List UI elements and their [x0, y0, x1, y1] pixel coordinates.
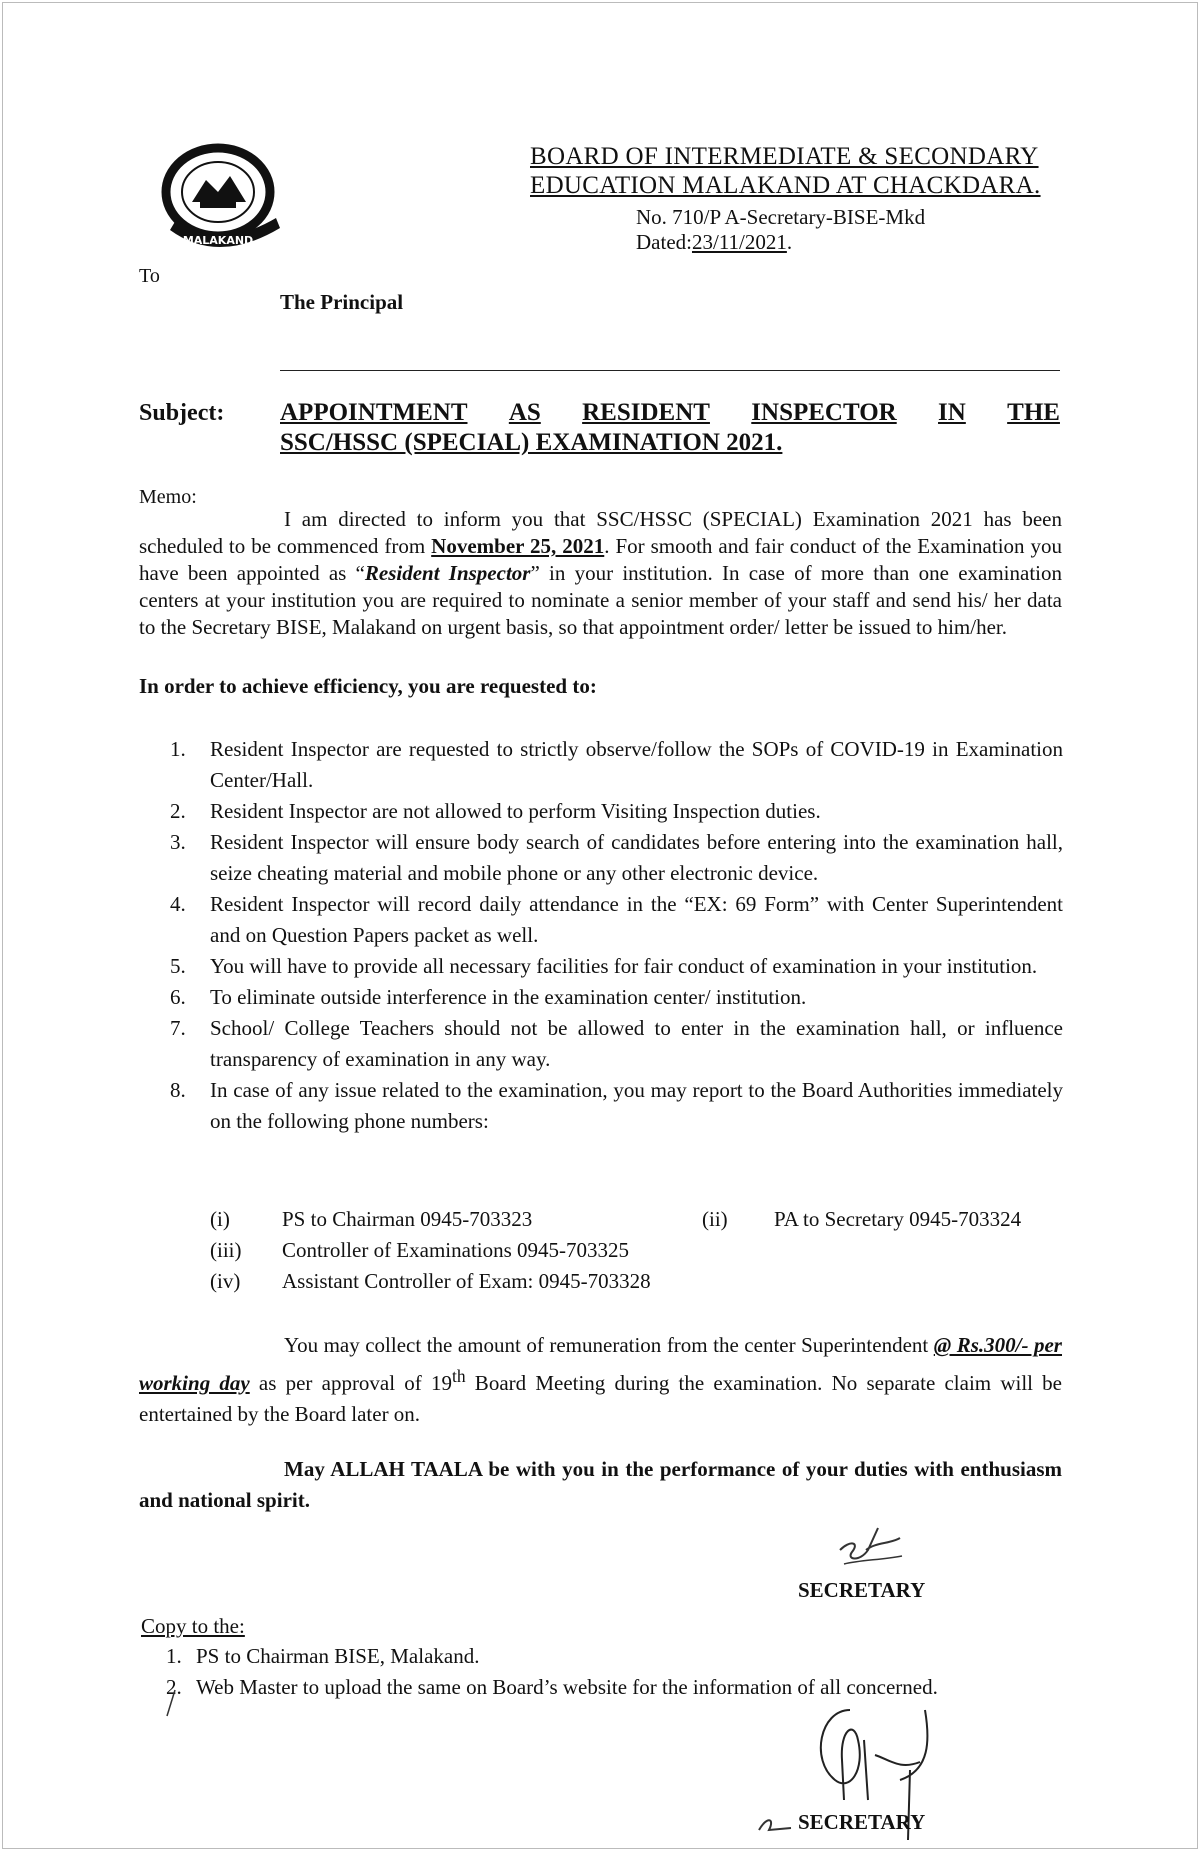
list-item — [170, 796, 1063, 827]
item-text: Resident Inspector are not allowed to perform Visiting Inspection duties. — [210, 799, 821, 823]
item-number: 1. — [166, 1644, 182, 1668]
signatory-title-2: SECRETARY — [798, 1810, 926, 1834]
item-number: 4. — [170, 892, 186, 916]
item-number: 2. — [170, 799, 186, 823]
board-name — [530, 142, 1041, 200]
dated-value: 23/11/2021 — [691, 230, 787, 254]
memo-label: Memo: — [139, 486, 197, 508]
date-line: Dated:23/11/2021. — [636, 230, 793, 254]
item-number: 8. — [170, 1078, 186, 1102]
remuneration-text-a: You may collect the amount of remuneration from the center Superintendent — [284, 1333, 934, 1357]
list-item — [170, 982, 1063, 1013]
sd-signature-mark — [830, 1520, 910, 1575]
remuneration-rate: @ Rs.300/- per working day — [139, 1333, 1062, 1395]
subject-word: IN — [938, 399, 966, 426]
subject-line1 — [280, 398, 1060, 428]
board-name-line2: EDUCATION MALAKAND AT CHACKDARA. — [530, 172, 1041, 199]
subject-word: APPOINTMENT — [280, 399, 468, 426]
copy-to-label: Copy to the: — [141, 1614, 245, 1638]
item-text: Resident Inspector will ensure body search of candidates before entering into the examination hall, seize cheating material and mobile phone or any other electronic device. — [210, 830, 1063, 885]
remuneration-paragraph — [139, 1330, 1062, 1430]
address-rule — [280, 370, 1060, 371]
signatory-title: SECRETARY — [798, 1578, 926, 1602]
phone-entry: Controller of Examinations 0945-703325 — [282, 1238, 630, 1262]
reference-number: No. 710/P A-Secretary-BISE-Mkd — [636, 205, 926, 229]
item-text: Resident Inspector will record daily attendance in the “EX: 69 Form” with Center Superintendent and on Question Papers packet as well. — [210, 892, 1063, 947]
handwritten-tick-mark — [163, 1688, 177, 1718]
item-text: Web Master to upload the same on Board’s website for the information of all concerned. — [196, 1675, 938, 1699]
exam-start-date: November 25, 2021 — [431, 534, 605, 558]
phone-entry: PS to Chairman 0945-703323 — [282, 1207, 533, 1231]
item-text: PS to Chairman BISE, Malakand. — [196, 1644, 480, 1668]
board-name-line1: BOARD OF INTERMEDIATE & SECONDARY — [530, 143, 1039, 170]
ordinal-suffix: th — [451, 1366, 466, 1386]
instruction-list — [170, 734, 1063, 1137]
item-number: 6. — [170, 985, 186, 1009]
phone-numbers — [210, 1204, 1070, 1297]
subject-word: INSPECTOR — [751, 399, 897, 426]
phone-index: (ii) — [702, 1207, 728, 1231]
memo-paragraph — [139, 506, 1062, 641]
list-item — [170, 827, 1063, 889]
phone-row — [210, 1266, 1070, 1297]
memo-text-b: . For smooth and fair conduct of the Examination you have been appointed as “ — [139, 534, 1062, 585]
item-number: 3. — [170, 830, 186, 854]
memo-text-c: ” in your institution. In case of more than one examination centers at your institution you are required to nominate a senior member of your staff and send his/ her data to the Secretary BISE, Malakand on urgent basis, so that appointment order/ letter be issued to him/her. — [139, 561, 1062, 639]
memo-text-a: I am directed to inform you that SSC/HSSC (SPECIAL) Examination 2021 has been scheduled to be commenced from — [139, 507, 1062, 558]
remuneration-text-b: as per approval of 19 — [249, 1371, 452, 1395]
item-number: 7. — [170, 1016, 186, 1040]
board-seal-logo — [148, 140, 296, 260]
request-heading: In order to achieve efficiency, you are requested to: — [139, 674, 597, 698]
phone-row — [210, 1204, 1070, 1235]
subject-text — [280, 398, 1060, 458]
phone-index: (iii) — [210, 1238, 242, 1262]
list-item — [170, 1013, 1063, 1075]
list-item — [170, 734, 1063, 796]
closing-paragraph — [139, 1454, 1062, 1516]
remuneration-text-c: Board Meeting during the examination. No separate claim will be entertained by the Board later on. — [139, 1371, 1063, 1426]
item-text: In case of any issue related to the examination, you may report to the Board Authorities immediately on the following phone numbers: — [210, 1078, 1063, 1133]
subject-word: THE — [1007, 399, 1060, 426]
item-number: 1. — [170, 737, 186, 761]
copy-list — [166, 1641, 1066, 1703]
list-item — [166, 1672, 1066, 1703]
closing-text: May ALLAH TAALA be with you in the performance of your duties with enthusiasm and national spirit. — [139, 1457, 1062, 1512]
subject-word: RESIDENT — [582, 399, 710, 426]
subject-label: Subject: — [139, 400, 225, 426]
list-item — [170, 1075, 1063, 1137]
item-text: To eliminate outside interference in the examination center/ institution. — [210, 985, 807, 1009]
reference-block — [636, 205, 925, 255]
phone-index: (iv) — [210, 1269, 241, 1293]
appointed-role: Resident Inspector — [364, 561, 531, 585]
dated-label: Dated: — [636, 230, 692, 254]
item-text: You will have to provide all necessary facilities for fair conduct of examination in your institution. — [210, 954, 1038, 978]
to-label: To — [139, 265, 160, 287]
item-number: 2. — [166, 1675, 182, 1699]
item-text: School/ College Teachers should not be allowed to enter in the examination hall, or influence transparency of examination in any way. — [210, 1016, 1063, 1071]
subject-word: AS — [508, 399, 541, 426]
phone-index: (i) — [210, 1207, 230, 1231]
item-number: 5. — [170, 954, 186, 978]
svg-text:MALAKAND: MALAKAND — [182, 234, 254, 247]
phone-entry: PA to Secretary 0945-703324 — [774, 1207, 1022, 1231]
list-item — [170, 951, 1063, 982]
recipient: The Principal — [280, 290, 404, 314]
subject-line2: SSC/HSSC (SPECIAL) EXAMINATION 2021. — [280, 429, 783, 456]
initial-mark — [755, 1810, 795, 1840]
phone-row — [210, 1235, 1070, 1266]
list-item — [170, 889, 1063, 951]
list-item — [166, 1641, 1066, 1672]
phone-entry: Assistant Controller of Exam: 0945-703328 — [282, 1269, 651, 1293]
item-text: Resident Inspector are requested to strictly observe/follow the SOPs of COVID-19 in Examination Center/Hall. — [210, 737, 1063, 792]
